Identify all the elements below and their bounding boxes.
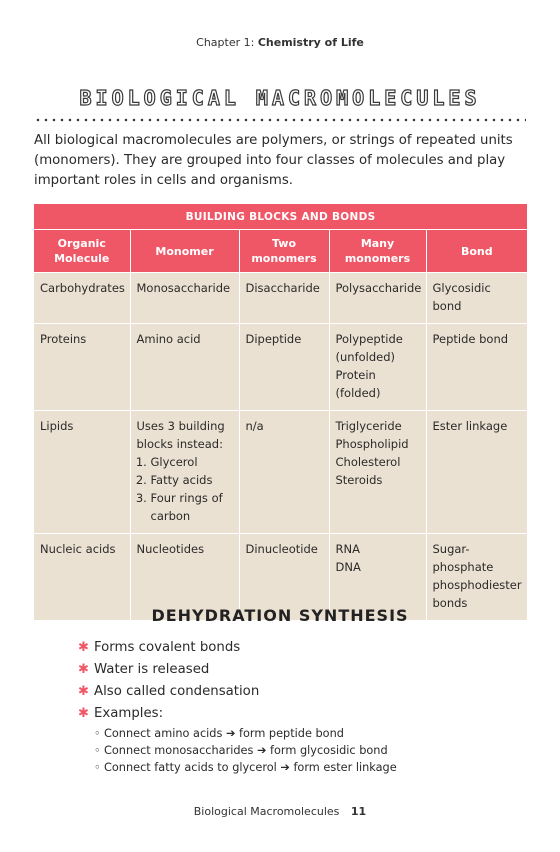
cell-many-monomers: [329, 411, 426, 534]
list-item: [80, 659, 520, 681]
column-header: Bond: [426, 230, 527, 273]
list-item: [80, 681, 520, 703]
cell-two-monomers: n/a: [239, 411, 329, 534]
asterisk-star-icon: ✱: [78, 662, 89, 677]
chapter-number: Chapter 1:: [196, 36, 255, 49]
asterisk-star-icon: ✱: [78, 684, 89, 699]
example-text: Connect monosaccharides ➔ form glycosidic bond: [104, 744, 388, 757]
cell-bond: Sugar-phosphate phosphodiester bonds: [426, 534, 527, 621]
many-item: RNA: [335, 542, 360, 556]
cell-molecule: Proteins: [34, 324, 130, 411]
list-item: 2. Fatty acids: [151, 471, 235, 489]
running-footer: [0, 805, 560, 818]
table-row: [34, 273, 527, 324]
cell-two-monomers: Dinucleotide: [239, 534, 329, 621]
bullet-text: Water is released: [94, 662, 210, 677]
bullet-text: Also called condensation: [94, 684, 260, 699]
page-number: 11: [350, 805, 367, 818]
many-item: Steroids: [335, 473, 383, 487]
cell-monomer: Amino acid: [130, 324, 239, 411]
cell-many-monomers: [329, 273, 426, 324]
bullet-text: Examples:: [94, 706, 164, 721]
circle-bullet-icon: ◦: [94, 761, 101, 774]
cell-monomer: [130, 411, 239, 534]
circle-bullet-icon: ◦: [94, 744, 101, 757]
cell-monomer: Nucleotides: [130, 534, 239, 621]
cell-monomer: Monosaccharide: [130, 273, 239, 324]
cell-molecule: Nucleic acids: [34, 534, 130, 621]
example-text: Connect fatty acids to glycerol ➔ form ester linkage: [104, 761, 397, 774]
list-item: [94, 725, 520, 742]
building-blocks-table: [34, 204, 527, 620]
column-header: Two monomers: [239, 230, 329, 273]
cell-two-monomers: Dipeptide: [239, 324, 329, 411]
table-row: [34, 411, 527, 534]
examples-list: [94, 725, 520, 776]
chapter-title: Chemistry of Life: [257, 36, 364, 49]
dehydration-bullets: [80, 637, 520, 776]
table-row: [34, 324, 527, 411]
many-item: Phospholipid: [335, 437, 409, 451]
column-header: Organic Molecule: [34, 230, 130, 273]
many-item: DNA: [335, 560, 361, 574]
cell-many-monomers: [329, 324, 426, 411]
footer-section: Biological Macromolecules: [193, 805, 340, 818]
list-item: [94, 742, 520, 759]
cell-bond: Glycosidic bond: [426, 273, 527, 324]
list-item: 3. Four rings of carbon: [151, 489, 235, 525]
cell-bond: Peptide bond: [426, 324, 527, 411]
circle-bullet-icon: ◦: [94, 727, 101, 740]
many-item: Cholesterol: [335, 455, 401, 469]
intro-paragraph: All biological macromolecules are polymers, or strings of repeated units (monomers). They are grouped into four classes of molecules and play important roles in cells and organisms.: [34, 133, 513, 188]
list-item: 1. Glycerol: [151, 453, 235, 471]
list-item: [80, 637, 520, 659]
list-item: [80, 703, 520, 776]
list-item: [94, 759, 520, 776]
bullet-text: Forms covalent bonds: [94, 640, 241, 655]
many-item: Protein (folded): [335, 368, 381, 400]
page-title: BIOLOGICAL MACROMOLECULES: [79, 86, 481, 110]
many-item: Polysaccharide: [335, 281, 422, 295]
running-header: [0, 36, 560, 49]
column-header: Monomer: [130, 230, 239, 273]
many-item: Polypeptide (unfolded): [335, 332, 403, 364]
section-heading: DEHYDRATION SYNTHESIS: [151, 606, 409, 625]
dotted-divider: [34, 118, 526, 122]
monomer-intro: Uses 3 building blocks instead:: [136, 419, 225, 451]
cell-bond: Ester linkage: [426, 411, 527, 534]
cell-two-monomers: Disaccharide: [239, 273, 329, 324]
cell-molecule: Lipids: [34, 411, 130, 534]
asterisk-star-icon: ✱: [78, 706, 89, 721]
asterisk-star-icon: ✱: [78, 640, 89, 655]
cell-molecule: Carbohydrates: [34, 273, 130, 324]
table-caption: BUILDING BLOCKS AND BONDS: [34, 204, 527, 230]
column-header: Many monomers: [329, 230, 426, 273]
many-item: Triglyceride: [335, 419, 402, 433]
example-text: Connect amino acids ➔ form peptide bond: [104, 727, 344, 740]
monomer-list: [137, 453, 235, 525]
